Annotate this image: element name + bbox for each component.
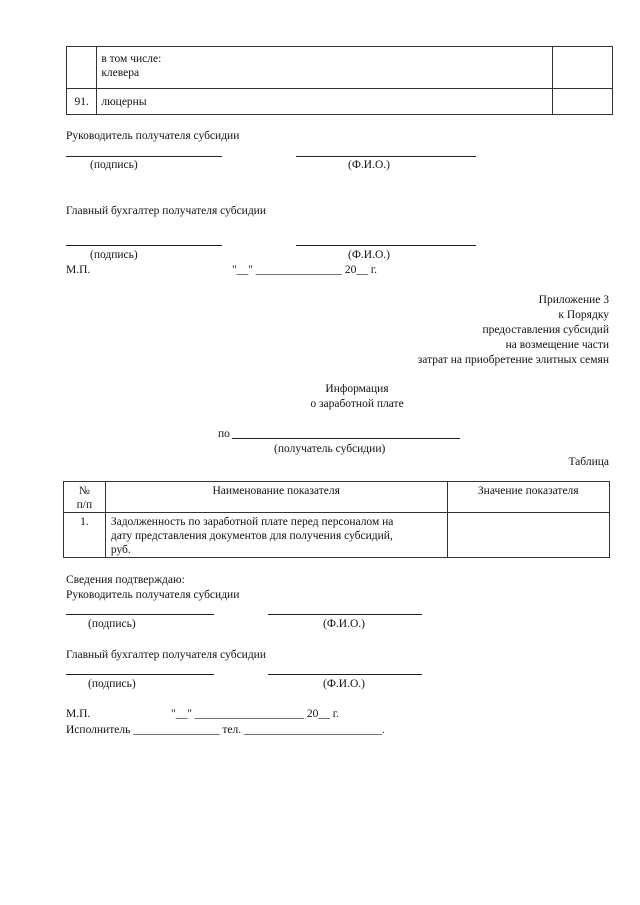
name-caption: (Ф.И.О.): [323, 618, 365, 630]
signature-caption: (подпись): [90, 159, 138, 171]
name-line: [268, 674, 422, 675]
name-line: [296, 156, 476, 157]
head-signature-label: Руководитель получателя субсидии: [66, 130, 240, 142]
signature-line: [66, 245, 222, 246]
stamp-label: М.П.: [66, 264, 91, 276]
row-num: 1.: [64, 513, 106, 558]
top-table-name-cell: люцерны: [97, 89, 553, 115]
date-line: "__" _______________ 20__ г.: [232, 264, 378, 276]
accountant-signature-label: Главный бухгалтер получателя субсидии: [66, 649, 266, 661]
appendix-line: на возмещение части: [505, 339, 609, 351]
recipient-caption: (получатель субсидии): [274, 443, 386, 455]
main-table: [63, 481, 610, 558]
appendix-line: предоставления субсидий: [482, 324, 609, 336]
appendix-line: Приложение 3: [538, 294, 609, 306]
confirm-label: Сведения подтверждаю:: [66, 574, 185, 586]
top-table-value-cell: [553, 47, 613, 89]
header-name: Наименование показателя: [105, 482, 447, 513]
table-label: Таблица: [568, 456, 609, 468]
date-line: "__" ___________________ 20__ г.: [171, 708, 340, 720]
recipient-line: [232, 438, 460, 439]
name-line: [268, 614, 422, 615]
head-signature-label: Руководитель получателя субсидии: [66, 589, 240, 601]
signature-line: [66, 156, 222, 157]
signature-caption: (подпись): [90, 249, 138, 261]
header-value: Значение показателя: [447, 482, 609, 513]
top-table-name-cell: [97, 47, 553, 89]
signature-caption: (подпись): [88, 618, 136, 630]
signature-line: [66, 614, 214, 615]
appendix-line: затрат на приобретение элитных семян: [417, 354, 609, 366]
stamp-label: М.П.: [66, 708, 91, 720]
signature-caption: (подпись): [88, 678, 136, 690]
top-table-num-cell: [67, 47, 97, 89]
row-text: клевера: [101, 67, 140, 79]
header-num: № п/п: [64, 482, 106, 513]
executor-line: Исполнитель _______________ тел. ________________________.: [66, 724, 385, 736]
name-caption: (Ф.И.О.): [348, 159, 390, 171]
top-table-value-cell: [553, 89, 613, 115]
document-subtitle: о заработной плате: [310, 398, 404, 410]
appendix-line: к Порядку: [558, 309, 609, 321]
po-label: по: [218, 428, 230, 440]
signature-line: [66, 674, 214, 675]
row-name: Задолженность по заработной плате перед персоналом на дату представления документов для получения субсидий, руб.: [105, 513, 447, 558]
document-title: Информация: [325, 383, 389, 395]
row-text: в том числе:: [101, 53, 162, 65]
name-caption: (Ф.И.О.): [348, 249, 390, 261]
name-line: [296, 245, 476, 246]
top-table: [66, 46, 613, 115]
row-value: [447, 513, 609, 558]
name-caption: (Ф.И.О.): [323, 678, 365, 690]
top-table-num-cell: 91.: [67, 89, 97, 115]
accountant-signature-label: Главный бухгалтер получателя субсидии: [66, 205, 266, 217]
